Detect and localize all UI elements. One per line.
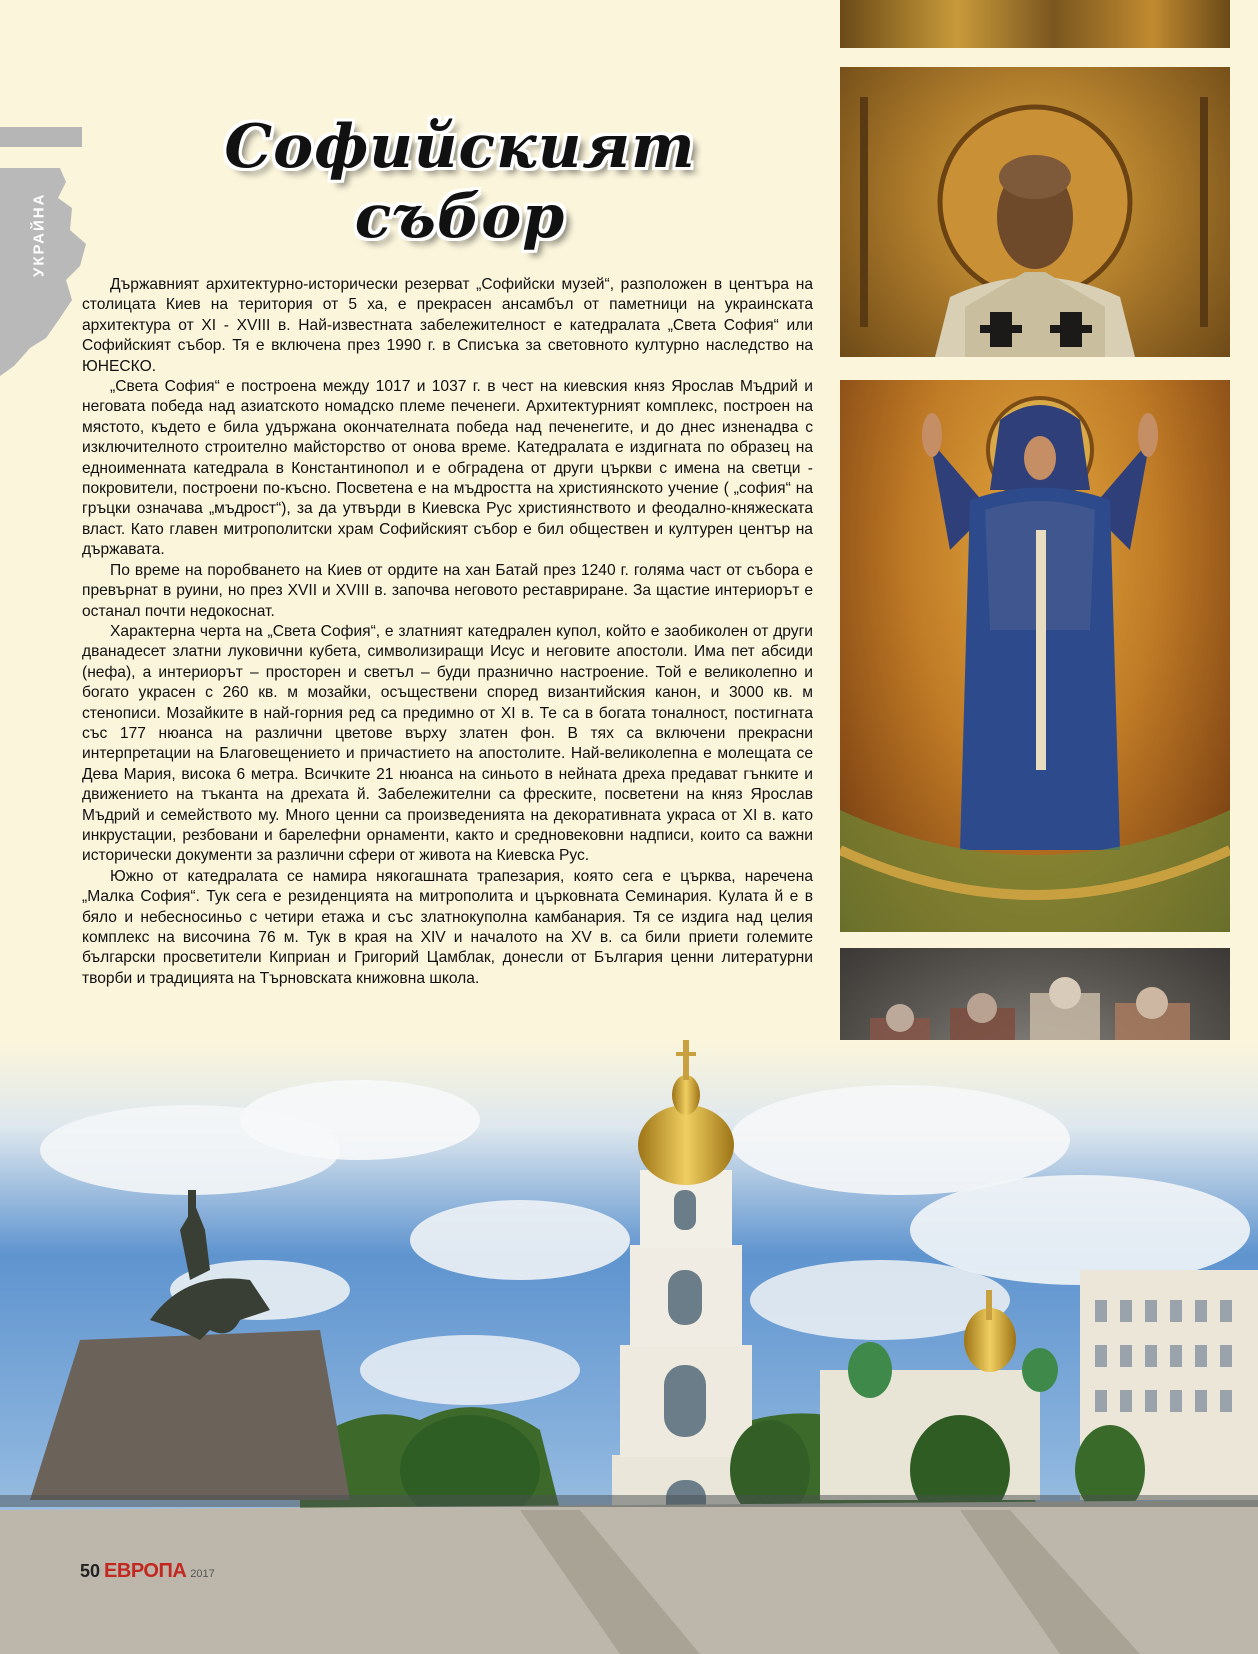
magazine-year: 2017	[190, 1568, 215, 1580]
page-number: 50	[80, 1561, 101, 1581]
article-title: Софийският събор	[224, 112, 696, 252]
article-paragraph: Южно от катедралата се намира някогашната трапезария, която сега е църква, наречена „Малка София“. Тук сега е резиденцията на митрополита и църковната Семинария. Кулата й е в бяло и небесносиньо с четири етажа и със златнокуполна камбанария. Тя се издига над целия комплекс на височина 76 м. Тук в края на XIV и началото на XV в. са били приети големите български просветители Киприан и Григорий Цамблак, донесли от България ценни литературни творби и традицията на Търновската книжовна школа.	[82, 867, 813, 987]
article-paragraph: Характерна черта на „Света София“, е златният катедрален купол, който е заобиколен от други дванадесет златни луковични кубета, символизиращи Исус и неговите апостоли. Има пет абсиди (нефа), а интериорът – просторен и светъл – буди празнично настроение. Той е великолепно и богато украсен с 260 кв. м мозайки, осъществени според византийския канон, и 3000 кв. м стенописи. Мозайките в най-горния ред са предимно от XI в. Те са в богата тоналност, постигната със 177 нюанса на различни цветове върху златен фон. В тях са включени прекрасни интерпретации на Благовещението и причастието на апостолите. Най-великолепна е молещата се Дева Мария, висока 6 метра. Всичките 21 нюанса на синьото в нейната дреха предават гънките и движението на тъканта на дрехата й. Забележителни са фреските, посветени на княз Ярослав Мъдрий и семейството му. Много ценни са произведенията на декоративната украса от XI в. като инкрустации, резбовани и барелефни орнаменти, както и средновековни надписи, които са важни исторически документи за различни сфери от живота на Киевска Рус.	[82, 622, 813, 865]
article-paragraph: Държавният архитектурно-исторически резерват „Софийски музей“, разположен в центъра на столицата Киев на територия от 5 ха, е прекрасен ансамбъл от паметници на украинската архитектура от XI - XVIII в. Най-известната забележителност е катедралата „Света София“ или Софийският събор. Тя е включена през 1990 г. в Списъка за световното културно наследство на ЮНЕСКО.	[82, 276, 813, 375]
article-body	[82, 275, 813, 989]
article-paragraph: „Света София“ е построена между 1017 и 1037 г. в чест на киевския княз Ярослав Мъдрий и неговата победа над азиатското номадско племе печенеги. Архитектурният комплекс, построен на мястото, където е била удържана окончателната победа над печенегите, и до днес изненадва с изключителното строително майсторство от онова време. Катедралата е издигната по образец на едноименната катедрала в Константинопол и е обградена от други църкви с имена на светци - покровители, построени по-късно. Посветена е на мъдростта на християнското учение ( „софия“ на гръцки означава „мъдрост“), за да утвърди в Киевска Рус християнството и феодално-княжеската власт. Като главен митрополитски храм Софийският събор е бил обществен и културен център на държавата.	[82, 378, 813, 559]
mosaic-photo-top	[840, 0, 1230, 48]
virgin-orans-mosaic-photo	[840, 380, 1230, 932]
page-footer	[80, 1560, 215, 1583]
saint-mosaic-photo	[840, 67, 1230, 357]
magazine-name: ЕВРОПА	[104, 1560, 187, 1582]
section-tab-bar	[0, 127, 82, 147]
article-paragraph: По време на поробването на Киев от ордите на хан Батай през 1240 г. голяма част от събора е превърнат в руини, но през XVII и XVIII в. започва неговото реставриране. За щастие интериорът е останал почти недокоснат.	[82, 561, 813, 620]
section-label: УКРАЙНА	[30, 192, 48, 278]
